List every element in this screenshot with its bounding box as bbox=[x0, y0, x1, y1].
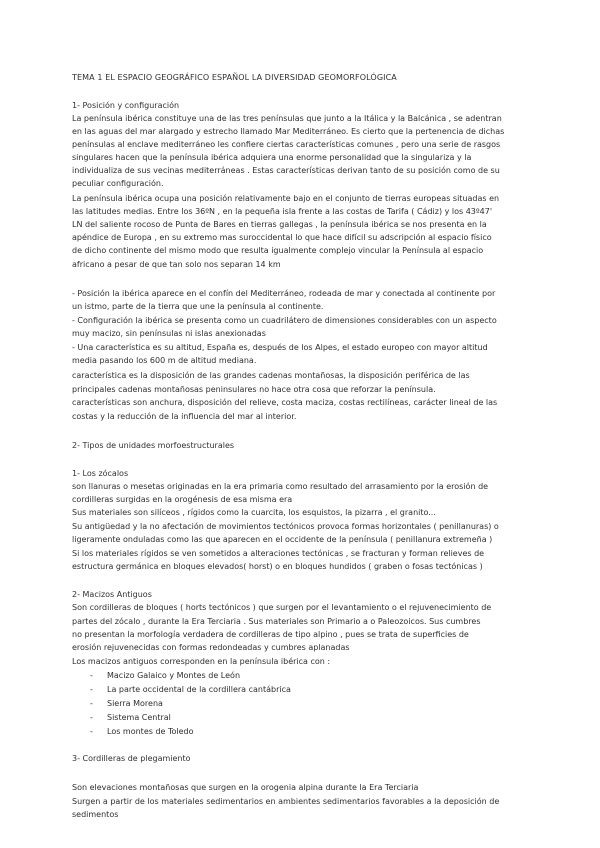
bullet-dash-icon: - bbox=[90, 685, 93, 694]
bullet-dash-icon: - bbox=[90, 713, 93, 722]
paragraph-line: partes del zócalo , durante la Era Terciaria . Sus materiales son Primario a o Paleozoicos. Sus cumbres bbox=[72, 617, 481, 626]
paragraph-line: LN del saliente rocoso de Punta de Bares en tierras gallegas , la península ibérica se nos presenta en la bbox=[72, 220, 487, 229]
list-item-label: Sierra Morena bbox=[107, 699, 163, 708]
paragraph-line: no presentan la morfología verdadera de cordilleras de tipo alpino , pues se trata de superficies de bbox=[72, 630, 469, 639]
point-line: media pasando los 600 m de altitud mediana. bbox=[72, 356, 257, 365]
paragraph-line: individualiza de sus vecinas mediterráneas . Estas características derivan tanto de su posición como de su bbox=[72, 166, 500, 175]
point-line: - Una característica es su altitud, España es, después de los Alpes, el estado europeo con mayor altitud bbox=[72, 343, 488, 352]
subsection-cordilleras-heading: 3- Cordilleras de plegamiento bbox=[72, 754, 191, 763]
point-line: muy macizo, sin penínsulas ni islas anexionadas bbox=[72, 329, 266, 338]
point-line: - Configuración la ibérica se presenta como un cuadrilátero de dimensiones considerables con un aspecto bbox=[72, 316, 497, 325]
paragraph-line: estructura germánica en bloques elevados( horst) o en bloques hundidos ( graben o fosas tectónicas ) bbox=[72, 562, 483, 571]
paragraph-line: Sus materiales son silíceos , rígidos como la cuarcita, los esquistos, la pizarra , el granito... bbox=[72, 508, 436, 517]
bullet-dash-icon: - bbox=[90, 699, 93, 708]
bullet-dash-icon: - bbox=[90, 727, 93, 736]
bullet-dash-icon: - bbox=[90, 671, 93, 680]
paragraph-line: penínsulas al enclave mediterráneo les confiere ciertas características comunes , pero una serie de rasgos bbox=[72, 140, 501, 149]
paragraph-line: Los macizos antiguos corresponden en la península ibérica con : bbox=[72, 657, 331, 666]
paragraph-line: La península ibérica ocupa una posición relativamente bajo en el conjunto de tierras europeas situadas en bbox=[72, 194, 500, 203]
paragraph-line: apéndice de Europa , en su extremo mas suroccidental lo que hace difícil su adscripción al espacio físico bbox=[72, 233, 492, 242]
section-2-heading: 2- Tipos de unidades morfoestructurales bbox=[72, 441, 235, 450]
point-line: característica es la disposición de las grandes cadenas montañosas, la disposición periférica de las bbox=[72, 371, 470, 380]
paragraph-line: africano a pesar de que tan solo nos separan 14 km bbox=[72, 260, 281, 269]
paragraph-line: singulares hacen que la península ibérica adquiera una enorme personalidad que la singulariza y la bbox=[72, 153, 472, 162]
subsection-macizos-heading: 2- Macizos Antiguos bbox=[72, 590, 152, 599]
paragraph-line: en las aguas del mar alargado y estrecho llamado Mar Mediterráneo. Es cierto que la pertenencia de dichas bbox=[72, 127, 505, 136]
paragraph-line: ligeramente onduladas como las que aparecen en el occidente de la península ( penillanura extremeña ) bbox=[72, 535, 493, 544]
paragraph-line: La península ibérica constituye una de las tres penínsulas que junto a la Itálica y la Balcánica , se adentran bbox=[72, 114, 502, 123]
paragraph-line: erosión rejuvenecidas con formas redondeadas y cumbres aplanadas bbox=[72, 643, 350, 652]
paragraph-line: Surgen a partir de los materiales sedimentarios en ambientes sedimentarios favorables a la deposición de bbox=[72, 797, 500, 806]
paragraph-line: de dicho continente del mismo modo que resulta igualmente complejo vincular la Península al espacio bbox=[72, 246, 484, 255]
paragraph-line: Si los materiales rígidos se ven sometidos a alteraciones tectónicas , se fracturan y forman relieves de bbox=[72, 549, 485, 558]
point-line: principales cadenas montañosas peninsulares no hace otra cosa que reforzar la península. bbox=[72, 385, 436, 394]
point-line: características son anchura, disposición del relieve, costa maciza, costas rectilíneas, carácter lineal de las bbox=[72, 398, 498, 407]
section-1-heading: 1- Posición y configuración bbox=[72, 101, 180, 110]
paragraph-line: Son cordilleras de bloques ( horts tectónicos ) que surgen por el levantamiento o el rejuvenecimiento de bbox=[72, 603, 492, 612]
point-line: costas y la reducción de la influencia del mar al interior. bbox=[72, 412, 297, 421]
paragraph-line: las latitudes medias. Entre los 36ºN , en la pequeña isla frente a las costas de Tarifa ( Cádiz) y los 43º47' bbox=[72, 207, 493, 216]
list-item-label: Macizo Galaico y Montes de León bbox=[107, 671, 241, 680]
list-item-label: La parte occidental de la cordillera cantábrica bbox=[107, 685, 291, 694]
paragraph-line: Son elevaciones montañosas que surgen en la orogenia alpina durante la Era Terciaria bbox=[72, 783, 419, 792]
document-title: TEMA 1 EL ESPACIO GEOGRÁFICO ESPAÑOL LA DIVERSIDAD GEOMORFOLÓGICA bbox=[72, 73, 397, 82]
list-item-label: Sistema Central bbox=[107, 713, 171, 722]
paragraph-line: peculiar configuración. bbox=[72, 179, 164, 188]
subsection-zocalos-heading: 1- Los zócalos bbox=[72, 469, 129, 478]
paragraph-line: son llanuras o mesetas originadas en la era primaria como resultado del arrasamiento por la erosión de bbox=[72, 482, 489, 491]
paragraph-line: cordilleras surgidas en la orogénesis de esa misma era bbox=[72, 495, 293, 504]
paragraph-line: Su antigüedad y la no afectación de movimientos tectónicos provoca formas horizontales ( penillanuras) o bbox=[72, 522, 499, 531]
point-line: - Posición la ibérica aparece en el confín del Mediterráneo, rodeada de mar y conectada al continente por bbox=[72, 289, 496, 298]
point-line: un istmo, parte de la tierra que une la península al continente. bbox=[72, 302, 324, 311]
list-item-label: Los montes de Toledo bbox=[107, 727, 194, 736]
paragraph-line: sedimentos bbox=[72, 810, 119, 819]
